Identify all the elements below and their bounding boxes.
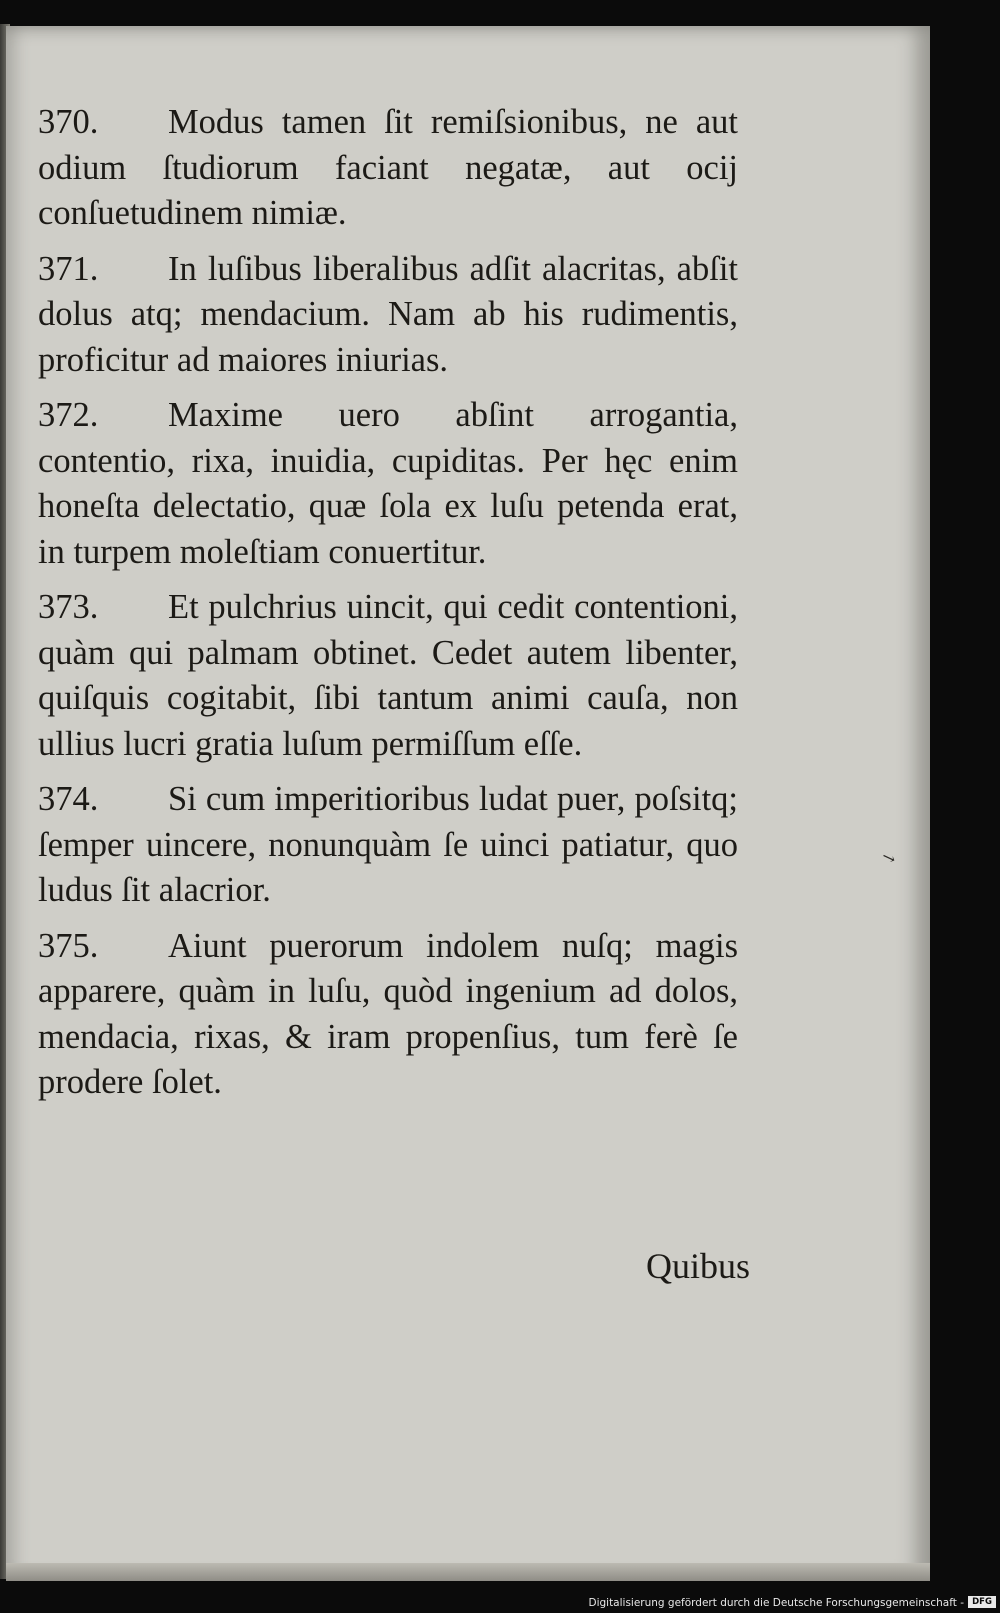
page-bottom-edge <box>6 1563 930 1581</box>
paragraph-text: Si cum imperitioribus ludat puer, poſsitq; ſemper uincere, nonunquàm ſe uinci patiatur, quo ludus ſit alacrior. <box>38 780 738 909</box>
paragraph <box>38 247 738 384</box>
paragraph <box>38 777 738 914</box>
paragraph <box>38 393 738 575</box>
paragraph-text: Aiunt puerorum indolem nuſq; magis apparere, quàm in luſu, quòd ingenium ad dolos, mendacia, rixas, & iram propenſius, tum ferè ſe prodere ſolet. <box>38 926 738 1101</box>
paragraph-number: 370. <box>38 103 99 141</box>
paragraph <box>38 100 738 237</box>
paragraph-text: In luſibus liberalibus adſit alacritas, abſit dolus atq; mendacium. Nam ab his rudimentis, proficitur ad maiores iniurias. <box>38 249 738 379</box>
paragraph-text: Modus tamen ſit remiſsionibus, ne aut odium ſtudiorum faciant negatæ, aut ocij conſuetudinem nimiæ. <box>38 103 738 232</box>
paragraph-number: 373. <box>38 588 99 626</box>
paragraph-number: 372. <box>38 396 99 434</box>
paragraph-text: Et pulchrius uincit, qui cedit contentioni, quàm qui palmam obtinet. Cedet autem libenter, quiſquis cogitabit, ſibi tantum animi cauſa, non ullius lucri gratia luſum permiſſum eſſe. <box>38 588 738 763</box>
dfg-logo[interactable]: DFG <box>968 1596 996 1608</box>
paragraph <box>38 924 738 1106</box>
paragraph-number: 374. <box>38 780 99 818</box>
paragraph-number: 375. <box>38 926 99 965</box>
footer-bar <box>0 1583 1000 1613</box>
page-text-block <box>38 100 738 1116</box>
digitization-credit: Digitalisierung gefördert durch die Deutsche Forschungsgemeinschaft - <box>588 1597 964 1609</box>
margin-mark: ↘ <box>879 846 899 869</box>
paragraph <box>38 585 738 767</box>
paragraph-number: 371. <box>38 249 99 288</box>
paragraph-text: Maxime uero abſint arrogantia, contentio, rixa, inuidia, cupiditas. Per hęc enim honeſta delectatio, quæ ſola ex luſu petenda erat, in turpem moleſtiam conuertitur. <box>38 396 738 571</box>
catchword: Quibus <box>645 1246 750 1286</box>
